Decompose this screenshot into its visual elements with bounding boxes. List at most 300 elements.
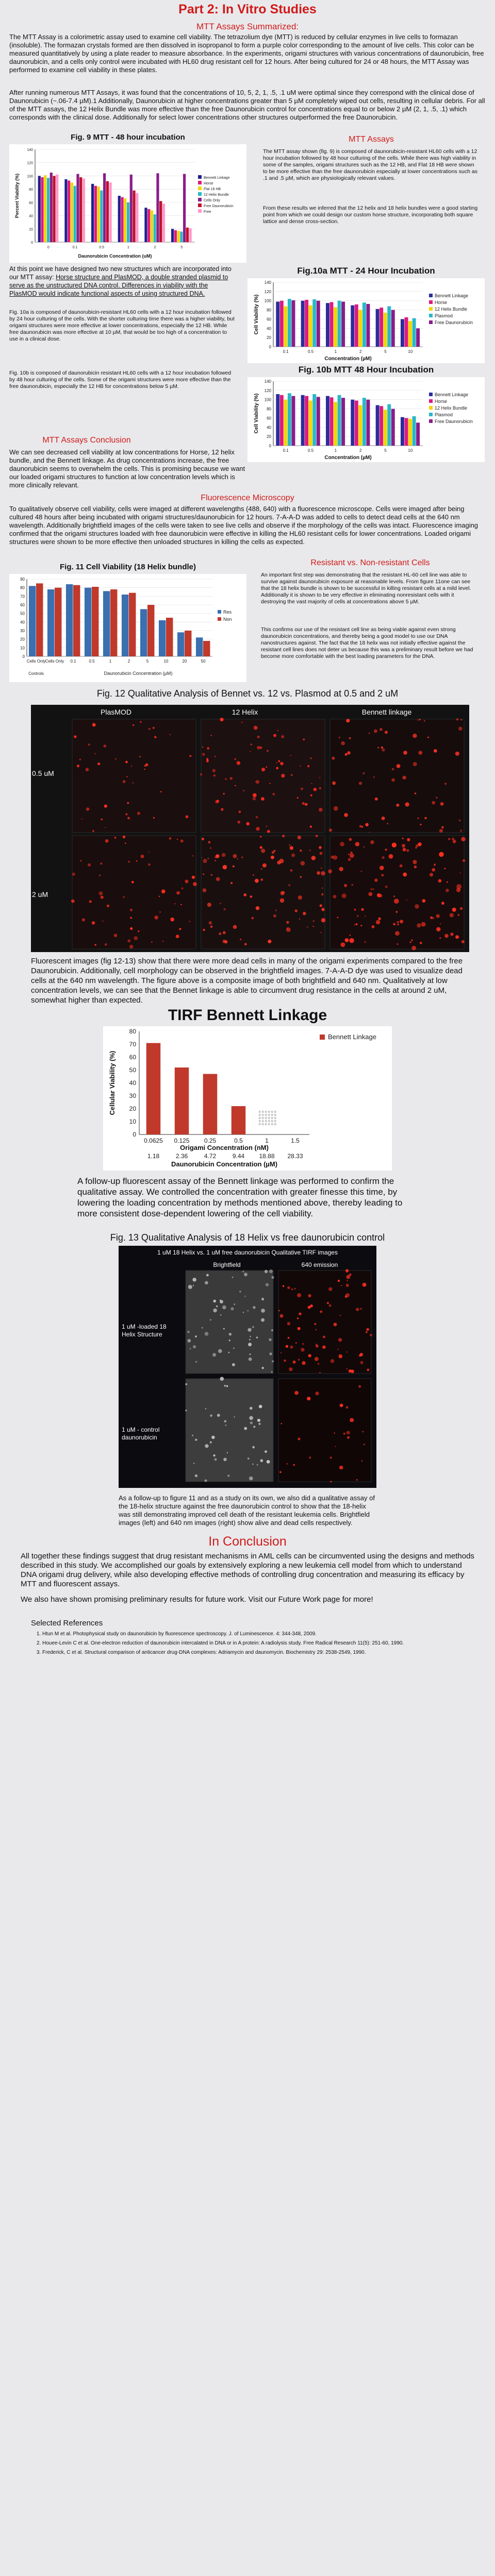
bar [66, 584, 73, 656]
cell-spot [252, 1446, 255, 1449]
cell-spot [364, 1444, 365, 1445]
cell-spot [450, 913, 454, 917]
cell-spot [282, 891, 285, 894]
hatch-mark [274, 1114, 276, 1116]
cell-spot [389, 854, 393, 859]
micrograph-image [278, 1379, 371, 1482]
legend-label: Plasmod [435, 412, 453, 417]
cell-spot [154, 916, 158, 919]
cell-spot [460, 719, 462, 721]
cell-spot [208, 921, 212, 925]
cell-spot [233, 1348, 234, 1349]
cell-spot [418, 842, 421, 846]
cell-spot [286, 1345, 288, 1348]
cell-spot [294, 1391, 299, 1395]
cell-spot [140, 855, 144, 858]
bar [401, 319, 404, 347]
cell-spot [369, 832, 370, 833]
cell-spot [254, 726, 258, 730]
cell-spot [241, 722, 242, 723]
cell-spot [190, 1348, 191, 1349]
cell-spot [131, 766, 132, 767]
cell-spot [240, 939, 241, 940]
cell-spot [310, 825, 312, 827]
cell-spot [450, 933, 453, 936]
bar [203, 1074, 218, 1135]
legend-swatch [429, 307, 433, 311]
bar [76, 174, 79, 242]
cell-spot [89, 900, 92, 903]
bar [380, 406, 383, 446]
y-tick-label: 40 [267, 326, 271, 331]
x-tick-label: 0 [47, 246, 50, 249]
hatch-mark [259, 1111, 260, 1113]
fig13-col-640: 640 emission [301, 1261, 338, 1268]
cell-spot [301, 1348, 304, 1351]
legend-label: Non [223, 617, 232, 622]
cell-spot [432, 801, 435, 805]
bar [376, 405, 380, 446]
cell-spot [224, 1385, 226, 1386]
cell-spot [237, 858, 238, 859]
cell-spot [101, 818, 103, 820]
cell-spot [223, 793, 224, 794]
cell-spot [272, 851, 274, 854]
cell-spot [444, 868, 446, 869]
cell-spot [370, 888, 372, 890]
cell-spot [250, 1336, 251, 1337]
cell-spot [250, 751, 251, 752]
cell-spot [82, 918, 85, 921]
x-tick-label: 2 [359, 448, 362, 453]
cell-spot [436, 927, 440, 931]
bar [129, 593, 136, 656]
cell-spot [114, 934, 117, 937]
cell-spot [105, 943, 107, 946]
cell-spot [179, 928, 181, 930]
cell-spot [319, 777, 320, 778]
cell-spot [439, 937, 441, 939]
micrograph-image [186, 1270, 273, 1374]
bar [130, 175, 133, 242]
cell-spot [351, 884, 353, 886]
cell-spot [380, 728, 383, 731]
cell-spot [269, 1269, 273, 1273]
cell-spot [207, 903, 211, 907]
tirf-description: A follow-up fluorescent assay of the Bennett linkage was performed to confirm the qualitative assay. We controlled the concentration with greater finesse this time, by lowering the loading concentration by methods mentioned above, thereby leading to more consistent dose-dependent lowering of the cell viability. [77, 1176, 403, 1218]
fig11-svg [9, 574, 246, 682]
cell-spot [88, 863, 91, 867]
y-tick-label: 40 [20, 620, 25, 625]
cell-spot [460, 907, 463, 910]
cell-spot [287, 1322, 291, 1326]
y-tick-label: 0 [31, 241, 33, 245]
structures-note-link[interactable]: Horse structure and PlasMOD, a double stranded plasmid to serve as the unstructured DNA control. Differences in viability with the PlasMOD would indicate functional aspects of using structured DNA. [9, 274, 228, 297]
cell-spot [193, 1345, 196, 1348]
bar [29, 586, 36, 656]
legend-swatch [198, 187, 202, 190]
hatch-mark [259, 1124, 260, 1125]
cell-spot [260, 836, 261, 837]
cell-spot [195, 1438, 197, 1440]
cell-spot [261, 768, 265, 771]
x-axis-label-bottom: Daunorubicin Concentration (µM) [171, 1160, 278, 1168]
y-tick-label: 0 [269, 345, 271, 349]
cell-spot [137, 812, 140, 815]
cell-spot [367, 1368, 369, 1371]
cell-spot [444, 934, 449, 938]
cell-spot [243, 790, 245, 791]
cell-spot [145, 763, 148, 766]
cell-spot [154, 736, 157, 738]
cell-spot [311, 856, 316, 860]
conclusion-paragraph-2: We also have shown promising preliminary results for future work. Visit our Future Work page for more! [21, 1595, 373, 1604]
bar [408, 419, 412, 446]
cell-spot [276, 762, 277, 764]
cell-spot [211, 874, 212, 876]
cell-spot [280, 899, 284, 903]
bar [301, 395, 305, 446]
cell-spot [346, 1275, 350, 1279]
x-tick-label: 1.5 [291, 1137, 300, 1144]
cell-spot [114, 837, 117, 839]
cell-spot [260, 1459, 263, 1462]
cell-spot [213, 1300, 216, 1303]
cell-spot [185, 879, 188, 883]
cell-spot [356, 1308, 359, 1311]
fig13-svg [119, 1246, 376, 1488]
cell-spot [239, 810, 241, 813]
fig10b-note: Fig. 10b is composed of daunorubicin resistant HL60 cells with a 12 hour incubation followed by 48 hour culturing of the cells. Some of the origami structures were more effective than the free daunorubicin, especially the 12 HB for concentrations below 5 µM. [9, 370, 232, 389]
resistant-heading: Resistant vs. Non-resistant Cells [310, 558, 430, 567]
cell-spot [406, 900, 407, 901]
cell-spot [278, 1310, 280, 1312]
bar [366, 400, 370, 446]
cell-spot [127, 817, 130, 819]
mtt-summary-paragraph-1: The MTT Assay is a colorimetric assay used to examine cell viability. The tetrazolium dye (MTT) is reduced by cellular enzymes in live cells to formazan (insoluble). The formazan crystals formed are then dissolved in isopropanol to form a purple color corresponding to the amount of live cells. This color can be measured quantitatively by using a plate reader to measure absorbance. In the experiments, origami structures with various concentrations of daunorubicin, free daunorubicin, and a cells only control were incubated with HL60 drug resistant cell for 12 hours. After being cultured for 24 or 48 hours, the MTT Assay was performed to examine cell viability in these plates. [9, 33, 484, 74]
bar [159, 620, 166, 656]
cell-spot [169, 837, 172, 840]
cell-spot [153, 817, 155, 819]
cell-spot [446, 889, 449, 892]
bar [36, 583, 43, 656]
cell-spot [402, 776, 406, 779]
legend-swatch [218, 610, 221, 614]
bar [55, 588, 61, 656]
bar [338, 395, 341, 446]
cell-spot [355, 842, 360, 846]
cell-spot [368, 892, 372, 896]
bar [305, 300, 308, 347]
cell-spot [250, 1353, 251, 1355]
cell-spot [455, 935, 459, 939]
cell-spot [235, 785, 236, 786]
cell-spot [310, 794, 312, 796]
cell-spot [248, 1328, 251, 1332]
cell-spot [378, 918, 381, 920]
fig13-col-brightfield: Brightfield [213, 1261, 241, 1268]
cell-spot [202, 1327, 203, 1329]
cell-spot [252, 1464, 253, 1465]
cell-spot [176, 891, 180, 895]
bar [183, 174, 186, 242]
x-tick-label: 5 [146, 659, 149, 664]
x-tick-label-bottom: 9.44 [232, 1153, 245, 1160]
x-tick-label: Cells Only [45, 659, 64, 664]
cell-spot [330, 1456, 332, 1459]
legend-swatch [198, 175, 202, 179]
bar [189, 228, 192, 242]
cell-spot [252, 1326, 254, 1328]
cell-spot [223, 1458, 227, 1462]
cell-spot [261, 878, 263, 881]
bar [177, 632, 184, 656]
cell-spot [227, 1452, 228, 1453]
cell-spot [346, 1280, 348, 1281]
bar [68, 180, 70, 242]
cell-spot [414, 866, 417, 869]
cell-spot [303, 738, 305, 740]
cell-spot [162, 941, 163, 942]
bar [358, 405, 362, 446]
cell-spot [356, 1479, 358, 1481]
cell-spot [213, 774, 216, 777]
cell-spot [261, 1318, 265, 1322]
bar [355, 304, 358, 347]
bar [355, 401, 358, 446]
y-tick-label: 30 [129, 1092, 136, 1099]
bar [144, 208, 147, 242]
fig9-chart [9, 144, 246, 263]
cell-spot [102, 921, 104, 922]
cell-spot [287, 1286, 290, 1289]
cell-spot [377, 747, 380, 749]
cell-spot [438, 879, 442, 883]
bar [79, 177, 82, 242]
hatch-mark [274, 1124, 276, 1125]
legend-label: Horse [435, 300, 448, 305]
cell-spot [223, 865, 227, 870]
reference-item: 2. Houee-Levin C et al. One-electron reduction of daunorubicin intercalated in DNA or in A protein: A radiolysis study. Free Radical Research 11(5): 251-60, 1990. [42, 1640, 433, 1647]
cell-spot [366, 1328, 369, 1331]
cell-spot [298, 1359, 300, 1360]
x-tick-label: 1 [127, 246, 129, 249]
cell-spot [86, 768, 89, 771]
hatch-mark [262, 1124, 263, 1125]
cell-spot [148, 863, 151, 866]
cell-spot [343, 1433, 345, 1435]
cell-spot [340, 842, 344, 846]
cell-spot [364, 846, 365, 848]
y-tick-label: 20 [129, 1105, 136, 1112]
y-tick-label: 90 [20, 577, 25, 582]
cell-spot [360, 1361, 364, 1364]
cell-spot [346, 719, 350, 722]
cell-spot [338, 1354, 342, 1359]
bar [94, 186, 97, 242]
bar [100, 191, 103, 242]
cell-spot [395, 911, 398, 913]
cell-spot [261, 1309, 265, 1313]
bar [330, 397, 334, 446]
cell-spot [277, 730, 278, 732]
cell-spot [461, 837, 465, 841]
x-tick-label-bottom: 18.88 [259, 1153, 275, 1160]
fig10b-title: Fig. 10b MTT 48 Hour Incubation [298, 365, 434, 375]
cell-spot [104, 805, 107, 808]
cell-spot [282, 835, 285, 837]
cell-spot [321, 867, 322, 869]
cell-spot [346, 1284, 349, 1287]
cell-spot [395, 931, 400, 936]
cell-spot [208, 841, 211, 843]
cell-spot [315, 1329, 317, 1331]
cell-spot [249, 1358, 252, 1361]
cell-spot [95, 753, 96, 754]
cell-spot [273, 914, 276, 918]
cell-spot [267, 830, 270, 833]
cell-spot [364, 941, 366, 943]
cell-spot [357, 915, 359, 917]
cell-spot [370, 840, 374, 844]
cell-spot [279, 859, 284, 863]
fig12-row-2: 2 uM [32, 890, 48, 899]
bar [71, 182, 73, 242]
cell-spot [92, 723, 93, 724]
bar [412, 416, 416, 446]
cell-spot [125, 813, 127, 815]
cell-spot [354, 909, 356, 911]
cell-spot [300, 876, 302, 878]
cell-spot [370, 1334, 372, 1336]
cell-spot [392, 768, 394, 771]
cell-spot [338, 1280, 340, 1282]
bar [186, 228, 189, 242]
cell-spot [344, 813, 348, 817]
y-tick-label: 120 [27, 161, 33, 165]
cell-spot [272, 793, 275, 795]
bar [276, 394, 279, 446]
cell-spot [128, 861, 129, 862]
cell-spot [434, 865, 435, 866]
cell-spot [288, 884, 290, 886]
bar [146, 1043, 161, 1135]
cell-spot [210, 847, 211, 849]
cell-spot [125, 761, 128, 764]
y-tick-label: 60 [20, 603, 25, 607]
x-axis-label: Concentration (µM) [324, 356, 372, 362]
cell-spot [272, 1360, 274, 1362]
cell-spot [123, 836, 125, 838]
cell-spot [227, 1475, 229, 1477]
bar [154, 214, 156, 242]
legend-label: 12 Helix Bundle [435, 307, 468, 312]
bar [288, 393, 291, 446]
cell-spot [250, 1406, 253, 1410]
legend-swatch [198, 204, 202, 207]
cell-spot [337, 1349, 339, 1350]
cell-spot [319, 808, 323, 812]
cell-spot [455, 752, 459, 756]
cell-spot [126, 776, 127, 777]
cell-spot [261, 868, 262, 869]
cell-spot [170, 918, 174, 922]
bar [110, 589, 117, 656]
cell-spot [298, 1327, 301, 1330]
mtt-assays-paragraph-1: The MTT assay shown (fig. 9) is composed of daunorubicin-resistant HL60 cells with a 12 hour incubation followed by 48 hour culturing of the cells. While there was high viability in some of the samples, origami structures such as the 12 HB, and Flat 18 HB were shown to be more effective than the free daunorubicin especially at lower concentrations such as .1 and .5 µM, which are physiologically relevant values. [263, 148, 477, 181]
bar [391, 409, 395, 446]
cell-spot [396, 804, 399, 807]
x-tick-label: 0.5 [234, 1137, 243, 1144]
cell-spot [219, 933, 221, 935]
y-tick-label: 10 [129, 1118, 136, 1125]
legend-swatch [198, 209, 202, 213]
bar [92, 587, 98, 656]
hatch-mark [268, 1114, 270, 1116]
cell-spot [189, 921, 191, 922]
x-tick-label: 1 [334, 448, 337, 453]
legend-swatch [429, 300, 433, 304]
cell-spot [88, 743, 90, 745]
cell-spot [288, 1337, 290, 1339]
cell-spot [403, 751, 407, 755]
fig13-panel [119, 1246, 376, 1488]
cell-spot [348, 853, 350, 855]
bar [171, 229, 174, 242]
cell-spot [301, 861, 305, 866]
cell-spot [317, 871, 320, 875]
x-tick-label: 5 [180, 246, 183, 249]
cell-spot [130, 917, 132, 919]
bar [405, 418, 408, 446]
cell-spot [253, 1426, 255, 1428]
cell-spot [359, 782, 362, 785]
cell-spot [233, 925, 237, 929]
cell-spot [334, 1433, 335, 1434]
legend-swatch [429, 320, 433, 324]
bar [103, 591, 110, 656]
legend-label: Bennett Linkage [435, 293, 469, 298]
legend-swatch [429, 419, 433, 423]
cell-spot [200, 773, 203, 776]
bar [366, 304, 370, 347]
cell-spot [345, 753, 348, 756]
fig13-subtitle: 1 uM 18 Helix vs. 1 uM free daunorubicin Qualitative TIRF images [157, 1249, 338, 1256]
cell-spot [86, 807, 89, 810]
cell-spot [205, 1408, 206, 1409]
cell-spot [257, 746, 260, 750]
cell-spot [258, 1423, 260, 1425]
x-tick-label: 10 [408, 349, 413, 354]
fig10a-svg [248, 278, 485, 363]
y-tick-label: 120 [264, 388, 271, 393]
bar [162, 204, 165, 242]
tirf-svg [103, 1026, 392, 1171]
mtt-conclusion-heading: MTT Assays Conclusion [42, 436, 131, 445]
micrograph-image [201, 719, 325, 833]
bar [288, 299, 291, 347]
bar [109, 182, 112, 242]
cell-spot [320, 1311, 322, 1313]
x-tick-label: 1 [109, 659, 112, 664]
cell-spot [362, 1283, 367, 1287]
fig11-chart [9, 574, 246, 682]
cell-spot [420, 824, 421, 825]
cell-spot [250, 743, 252, 745]
x-tick-label: 2 [127, 659, 130, 664]
cell-spot [393, 923, 395, 925]
cell-spot [392, 843, 397, 848]
